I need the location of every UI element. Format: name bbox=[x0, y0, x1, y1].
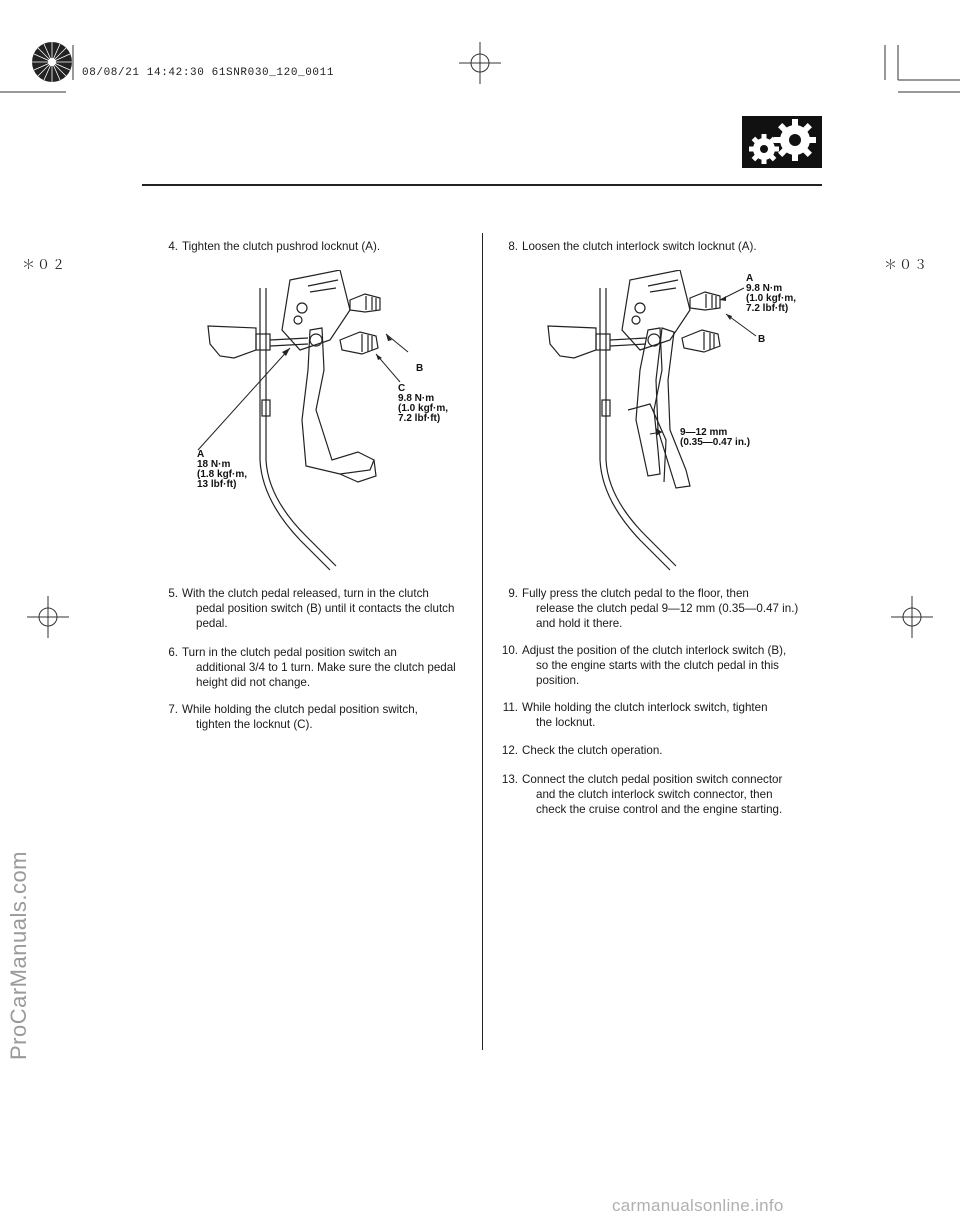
step-10: 10. Adjust the position of the clutch interlock switch (B), so the engine starts with the clutch pedal in this position. bbox=[501, 644, 787, 687]
step-5: 5. With the clutch pedal released, turn in the clutch pedal position switch (B) until it contacts the clutch pedal. bbox=[168, 587, 455, 630]
header-rule bbox=[142, 184, 822, 186]
clutch-pedal-diagram-right bbox=[540, 270, 800, 580]
step-7: 7. While holding the clutch pedal position switch, tighten the locknut (C). bbox=[168, 703, 418, 731]
footer-watermark: carmanualsonline.info bbox=[612, 1196, 784, 1215]
clutch-pedal-diagram-left bbox=[190, 270, 480, 580]
left-label-c: C 9.8 N·m (1.0 kgf·m, 7.2 lbf·ft) bbox=[398, 383, 449, 424]
side-watermark: ProCarManuals.com bbox=[6, 850, 31, 1060]
step-13: 13. Connect the clutch pedal position switch connector and the clutch interlock switch connector, then check the cruise control and the engine starting. bbox=[501, 773, 783, 816]
step-6: 6. Turn in the clutch pedal position switch an additional 3/4 to 1 turn. Make sure the clutch pedal height did not change. bbox=[168, 646, 456, 689]
step-11: 11. While holding the clutch interlock switch, tighten the locknut. bbox=[502, 701, 768, 729]
gears-icon bbox=[742, 116, 822, 168]
left-label-a: A 18 N·m (1.8 kgf·m, 13 lbf·ft) bbox=[197, 449, 248, 490]
right-label-gap: 9—12 mm (0.35—0.47 in.) bbox=[680, 427, 751, 448]
column-divider bbox=[482, 233, 483, 1050]
step-9: 9. Fully press the clutch pedal to the floor, then release the clutch pedal 9—12 mm (0.35—0.47 in.) and hold it there. bbox=[508, 587, 799, 630]
right-label-a: A 9.8 N·m (1.0 kgf·m, 7.2 lbf·ft) bbox=[746, 273, 797, 314]
starburst-target-icon bbox=[30, 40, 74, 84]
step-12: 12. Check the clutch operation. bbox=[501, 744, 663, 757]
print-timestamp: 08/08/21 14:42:30 61SNR030_120_0011 bbox=[82, 67, 335, 79]
left-label-b: B bbox=[416, 363, 424, 374]
page-mark-left: ＊０２ bbox=[22, 258, 68, 273]
page-mark-right: ＊０３ bbox=[884, 258, 930, 273]
right-label-b: B bbox=[758, 334, 766, 345]
